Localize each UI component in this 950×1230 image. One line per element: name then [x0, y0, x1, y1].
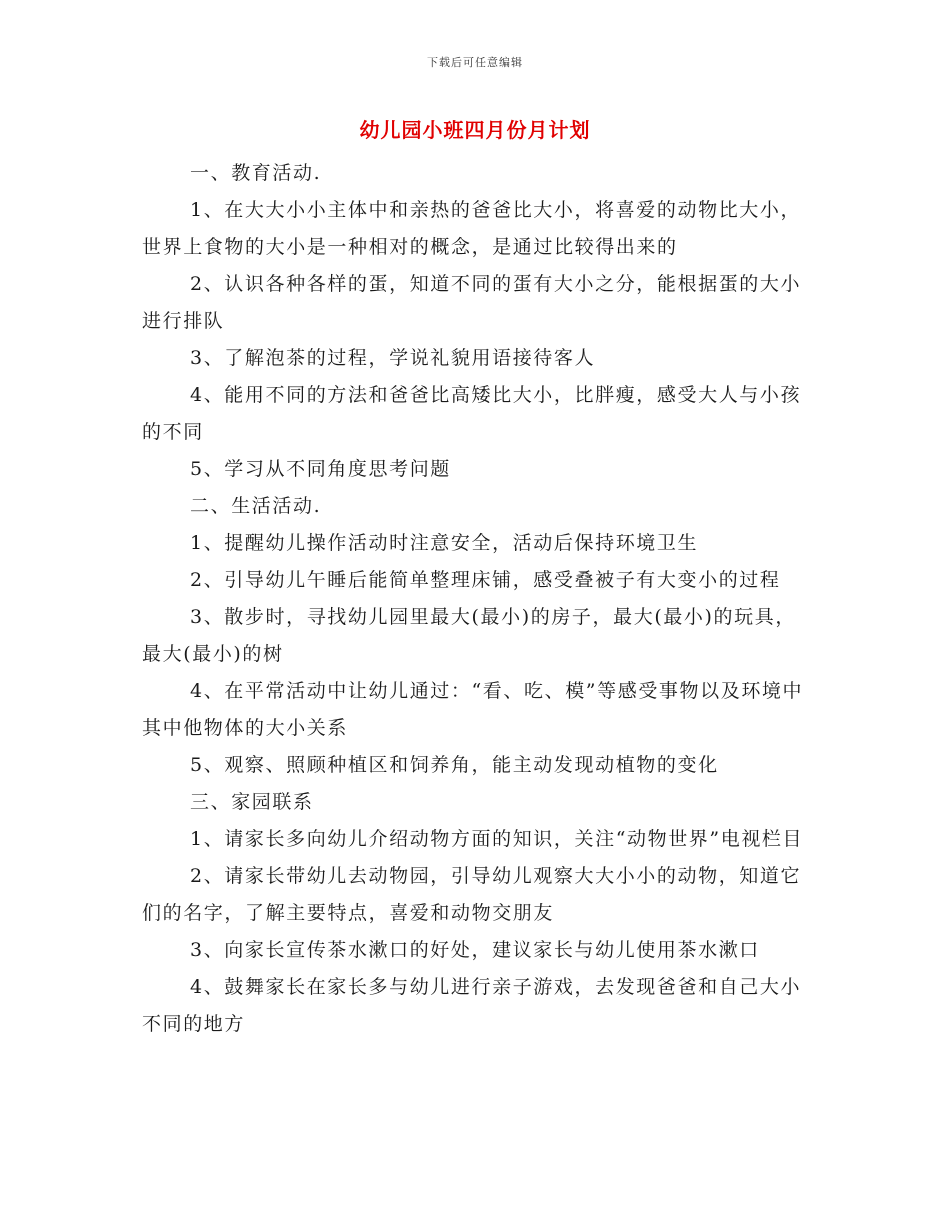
paragraph: 2、请家长带幼儿去动物园，引导幼儿观察大大小小的动物，知道它们的名字，了解主要特点，喜爱和动物交朋友 — [142, 865, 802, 924]
paragraph: 5、观察、照顾种植区和饲养角，能主动发现动植物的变化 — [190, 754, 719, 776]
document-body — [142, 155, 812, 1043]
document-title: 幼儿园小班四月份月计划 — [359, 118, 591, 142]
paragraph: 3、散步时，寻找幼儿园里最大(最小)的房子，最大(最小)的玩具，最大(最小)的树 — [142, 606, 796, 665]
paragraph: 1、提醒幼儿操作活动时注意安全，活动后保持环境卫生 — [190, 532, 699, 554]
paragraph: 3、向家长宣传茶水漱口的好处，建议家长与幼儿使用茶水漱口 — [190, 939, 760, 961]
paragraph: 4、鼓舞家长在家长多与幼儿进行亲子游戏，去发现爸爸和自己大小不同的地方 — [142, 976, 802, 1035]
section-heading-education: 一、教育活动. — [190, 162, 322, 184]
paragraph: 4、在平常活动中让幼儿通过：“看、吃、模”等感受事物以及环境中其中他物体的大小关系 — [142, 680, 804, 739]
paragraph: 2、认识各种各样的蛋，知道不同的蛋有大小之分，能根据蛋的大小进行排队 — [142, 273, 802, 332]
paragraph: 3、了解泡茶的过程，学说礼貌用语接待客人 — [190, 347, 596, 369]
paragraph: 1、在大大小小主体中和亲热的爸爸比大小，将喜爱的动物比大小，世界上食物的大小是一种相对的概念，是通过比较得出来的 — [142, 199, 802, 258]
paragraph: 1、请家长多向幼儿介绍动物方面的知识，关注“动物世界”电视栏目 — [190, 828, 804, 850]
section-heading-home: 三、家园联系 — [190, 791, 314, 813]
paragraph: 2、引导幼儿午睡后能简单整理床铺，感受叠被子有大变小的过程 — [190, 569, 781, 591]
section-heading-life: 二、生活活动. — [190, 495, 322, 517]
paragraph: 5、学习从不同角度思考问题 — [190, 458, 451, 480]
paragraph: 4、能用不同的方法和爸爸比高矮比大小，比胖瘦，感受大人与小孩的不同 — [142, 384, 802, 443]
header-note: 下载后可任意编辑 — [427, 56, 523, 69]
